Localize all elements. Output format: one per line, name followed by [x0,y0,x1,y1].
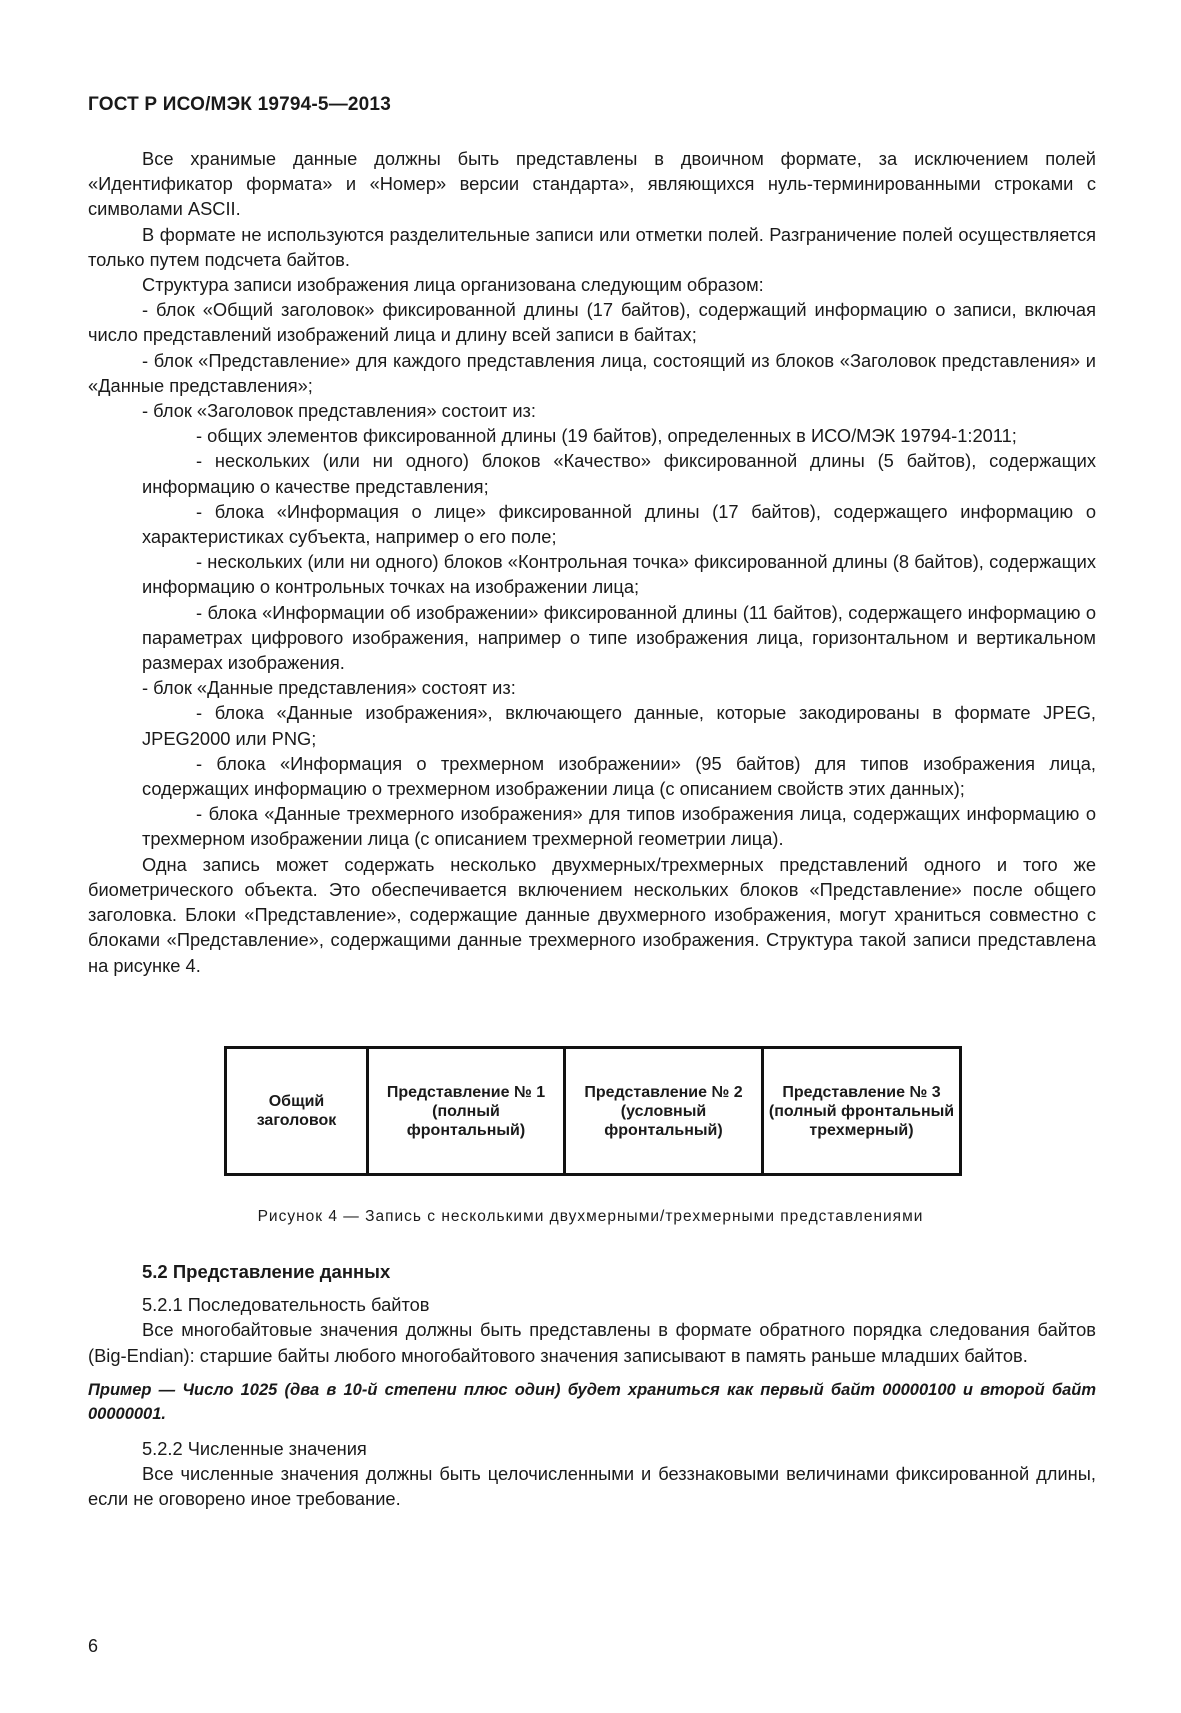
subsection-title: 5.2.1 Последовательность байтов [142,1294,430,1316]
cell-line: фронтальный) [406,1121,526,1139]
cell-line: Представление № 3 [782,1083,941,1101]
section-heading: 5.2 Представление данных [142,1261,391,1282]
sub-list-item: - нескольких (или ни одного) блоков «Контрольная точка» фиксированной длины (8 байтов), содержащих информацию о контрольных точках на изображении лица; [142,551,1096,598]
sub-list-item: - блока «Информация о лице» фиксированной длины (17 байтов), содержащего информацию о характеристиках субъекта, например о его поле; [142,500,1096,548]
sub-list-item: - блока «Информации об изображении» фиксированной длины (11 байтов), содержащего информацию о параметрах цифрового изображения, например о типе изображения лица, горизонтальном и вертикальном размерах изображения. [142,601,1096,674]
cell-line: (полный фронтальный [768,1102,955,1120]
figure-cell-representation-3 [764,1049,959,1173]
cell-line: трехмерный) [809,1121,914,1139]
figure-cell-representation-2 [566,1049,764,1173]
cell-line: (условный [620,1102,707,1120]
paragraph: Все хранимые данные должны быть представлены в двоичном формате, за исключением полей «Идентификатор формата» и «Номер» версии стандарта», являющихся нуль-терминированными строками с символами ASCII. [88,148,1096,220]
figure-caption: Рисунок 4 — Запись с несколькими двухмерными/трехмерными представлениями [257,1208,924,1225]
cell-line: Представление № 2 [584,1083,743,1101]
cell-line: (полный [432,1102,500,1120]
page-header-title: ГОСТ Р ИСО/МЭК 19794-5—2013 [88,94,391,115]
paragraph: Все многобайтовые значения должны быть представлены в формате обратного порядка следования байтов (Big-Endian): старшие байты любого многобайтового значения записывают в память раньше младших байтов. [88,1319,1096,1366]
subsection-title: 5.2.2 Численные значения [142,1437,367,1459]
cell-line: заголовок [256,1112,337,1129]
paragraph: Структура записи изображения лица организована следующим образом: [142,274,764,296]
record-structure-figure [224,1046,962,1176]
section-5-2 [88,1259,1096,1511]
sub-list-item: - общих элементов фиксированной длины (19 байтов), определенных в ИСО/МЭК 19794-1:2011; [196,425,1017,447]
figure-cell-representation-1 [369,1049,566,1173]
cell-line: Общий [268,1093,325,1110]
page-number: 6 [88,1636,99,1656]
paragraph: В формате не используются разделительные записи или отметки полей. Разграничение полей осуществляется только путем подсчета байтов. [88,223,1096,270]
list-item: - блок «Заголовок представления» состоит из: [142,400,537,422]
sub-list-item: - блока «Данные изображения», включающего данные, которые закодированы в формате JPEG, JPEG2000 или PNG; [142,702,1096,749]
sub-list-item: - блока «Данные трехмерного изображения» для типов изображения лица, содержащих информацию о трехмерном изображении лица (с описанием трехмерной геометрии лица). [142,803,1096,850]
figure-cell-general-header [227,1049,369,1173]
sub-list-item: - нескольких (или ни одного) блоков «Качество» фиксированной длины (5 байтов), содержащих информацию о качестве представления; [142,450,1096,497]
list-item: - блок «Общий заголовок» фиксированной длины (17 байтов), содержащий информацию о записи, включая число представлений изображений лица и длину всей записи в байтах; [88,299,1096,346]
paragraph: Одна запись может содержать несколько двухмерных/трехмерных представлений одного и того же биометрического объекта. Это обеспечивается включением нескольких блоков «Представление» после общего заголовка. Блоки «Представление», содержащие данные двухмерного изображения, могут храниться совместно с блоками «Представление», содержащими данные трехмерного изображения. Структура такой записи представлена на рисунке 4. [88,853,1096,976]
list-item: - блок «Данные представления» состоят из: [142,677,516,699]
body-text [88,146,1096,978]
cell-line: фронтальный) [604,1121,723,1139]
example-note: Пример — Число 1025 (два в 10-й степени плюс один) будет храниться как первый байт 00000100 и второй байт 00000001. [88,1380,1096,1423]
paragraph: Все численные значения должны быть целочисленными и беззнаковыми величинами фиксированной длины, если не оговорено иное требование. [88,1463,1096,1510]
cell-line: Представление № 1 [386,1083,546,1101]
sub-list-item: - блока «Информация о трехмерном изображении» (95 байтов) для типов изображения лица, содержащих информацию о трехмерном изображении лица (с описанием свойств этих данных); [142,752,1096,800]
list-item: - блок «Представление» для каждого представления лица, состоящий из блоков «Заголовок представления» и «Данные представления»; [88,349,1096,396]
